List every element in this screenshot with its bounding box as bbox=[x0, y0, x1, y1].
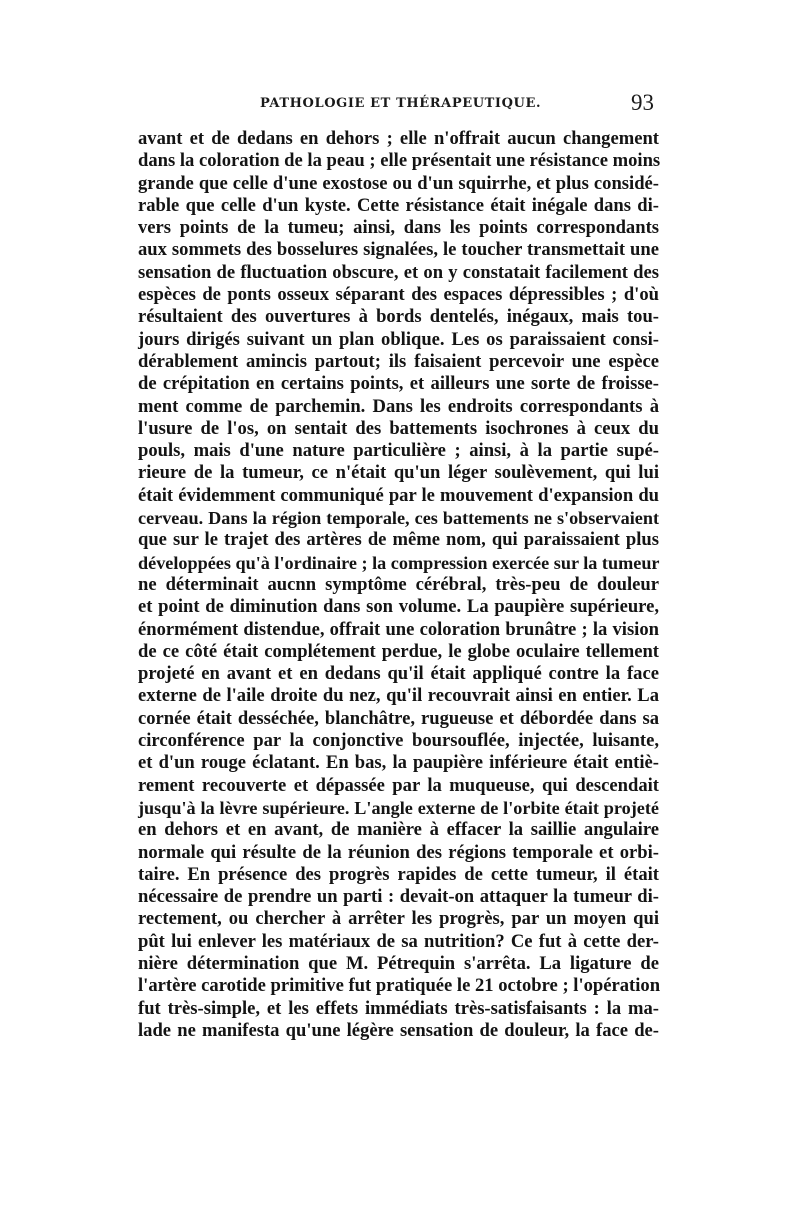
text-line: dans la coloration de la peau ; elle présentait une résistance moins bbox=[138, 150, 661, 172]
text-line: et d'un rouge éclatant. En bas, la paupière inférieure était entiè- bbox=[138, 752, 659, 774]
text-line: était évidemment communiqué par le mouvement d'expansion du bbox=[138, 484, 659, 506]
text-line: lade ne manifesta qu'une légère sensation de douleur, la face de- bbox=[138, 1019, 659, 1041]
text-line: avant et de dedans en dehors ; elle n'offrait aucun changement bbox=[138, 128, 659, 149]
text-line: pût lui enlever les matériaux de sa nutrition? Ce fut à cette der- bbox=[138, 930, 659, 952]
text-line: taire. En présence des progrès rapides de cette tumeur, il était bbox=[138, 863, 659, 885]
text-line: de ce côté était complétement perdue, le globe oculaire tellement bbox=[138, 640, 659, 662]
page-number: 93 bbox=[631, 90, 654, 115]
text-line: rable que celle d'un kyste. Cette résistance était inégale dans di- bbox=[138, 194, 659, 216]
text-line: rement recouverte et dépassée par la muqueuse, qui descendait bbox=[138, 774, 659, 796]
text-line: vers points de la tumeu; ainsi, dans les points correspondants bbox=[138, 217, 659, 239]
text-line: et point de diminution dans son volume. La paupière supérieure, bbox=[138, 596, 659, 618]
text-line: espèces de ponts osseux séparant des espaces dépressibles ; d'où bbox=[138, 284, 659, 306]
text-line: l'usure de l'os, on sentait des battements isochrones à ceux du bbox=[138, 417, 659, 439]
text-line: rectement, ou chercher à arrêter les progrès, par un moyen qui bbox=[138, 908, 659, 930]
text-line: que sur le trajet des artères de même nom, qui paraissaient plus bbox=[138, 529, 659, 551]
text-line: cerveau. Dans la région temporale, ces battements ne s'observaient bbox=[138, 508, 659, 529]
text-line: aux sommets des bosselures signalées, le toucher transmettait une bbox=[138, 239, 659, 261]
text-line: dérablement amincis partout; ils faisaient percevoir une espèce bbox=[138, 350, 659, 372]
text-line: jours dirigés suivant un plan oblique. Les os paraissaient consi- bbox=[138, 328, 659, 350]
text-line: énormément distendue, offrait une coloration brunâtre ; la vision bbox=[138, 618, 659, 640]
text-line: sensation de fluctuation obscure, et on y constatait facilement des bbox=[138, 261, 659, 283]
text-line: nière détermination que M. Pétrequin s'arrêta. La ligature de bbox=[138, 952, 659, 974]
text-line: ne déterminait aucnn symptôme cérébral, très-peu de douleur bbox=[138, 573, 659, 595]
text-line: fut très-simple, et les effets immédiats très-satisfaisants : la ma- bbox=[138, 997, 659, 1019]
text-line: ment comme de parchemin. Dans les endroits correspondants à bbox=[138, 395, 659, 417]
text-line: nécessaire de prendre un parti : devait-on attaquer la tumeur di- bbox=[138, 886, 659, 908]
body-text bbox=[138, 128, 659, 1042]
text-line: externe de l'aile droite du nez, qu'il recouvrait ainsi en entier. La bbox=[138, 685, 659, 707]
text-line: développées qu'à l'ordinaire ; la compression exercée sur la tumeur bbox=[138, 552, 660, 573]
text-line: circonférence par la conjonctive boursouflée, injectée, luisante, bbox=[138, 730, 659, 752]
text-line: grande que celle d'une exostose ou d'un squirrhe, et plus considé- bbox=[138, 172, 659, 194]
text-line: cornée était desséchée, blanchâtre, rugueuse et débordée dans sa bbox=[138, 707, 659, 729]
running-head: PATHOLOGIE ET THÉRAPEUTIQUE. bbox=[260, 96, 542, 111]
text-line: pouls, mais d'une nature particulière ; ainsi, à la partie supé- bbox=[138, 440, 659, 462]
text-line: jusqu'à la lèvre supérieure. L'angle externe de l'orbite était projeté bbox=[138, 797, 659, 818]
text-line: projeté en avant et en dedans qu'il était appliqué contre la face bbox=[138, 663, 659, 685]
text-line: résultaient des ouvertures à bords dentelés, inégaux, mais tou- bbox=[138, 306, 659, 328]
text-line: rieure de la tumeur, ce n'était qu'un léger soulèvement, qui lui bbox=[138, 462, 659, 484]
text-line: l'artère carotide primitive fut pratiquée le 21 octobre ; l'opération bbox=[138, 975, 661, 997]
page-header bbox=[138, 90, 658, 120]
text-line: de crépitation en certains points, et ailleurs une sorte de froisse- bbox=[138, 373, 659, 395]
text-line: en dehors et en avant, de manière à effacer la saillie angulaire bbox=[138, 819, 659, 841]
text-line: normale qui résulte de la réunion des régions temporale et orbi- bbox=[138, 841, 659, 863]
